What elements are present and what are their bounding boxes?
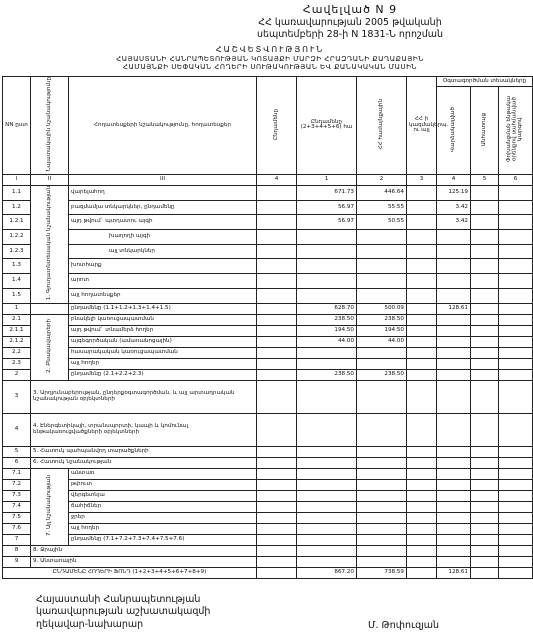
- table-row: 1.3 խոտհարք: [3, 259, 533, 274]
- table-row: 1.5 այլ հողատեսքեր: [3, 288, 533, 303]
- header-col5: Անհատույց: [471, 87, 499, 175]
- table-row: 1.2 բազմամյա տնկարկներ, ընդամենը 56.97 55.55 3.42: [3, 200, 533, 215]
- header-col-a: Ընդամենը: [257, 77, 297, 175]
- table-row: 7.6 այլ հողեր: [3, 523, 533, 534]
- header-no: NN ըստ: [3, 77, 31, 175]
- index-cell: I: [3, 174, 31, 185]
- document-title: ՀԱՇՎԵՏՎՈՒԹՅՈՒՆ: [215, 45, 325, 54]
- header-land-types: Հողատեսքերի նշանակությունը, հողատեսքեր: [69, 77, 257, 175]
- grand-total-row: ԸՆԴԱՄԵՆԸ ՀՈՂԵՐԻ ՖՈՆԴ (1+2+3+4+5+6+7+8+9) 867.20 738.59 128.61: [3, 567, 533, 578]
- signatory-line-3: ղեկավար-նախարար: [36, 618, 144, 630]
- document-subtitle-1: ՀԱՅԱՍՏԱՆԻ ՀԱՆՐԱՊԵՏՈՒԹՅԱՆ ԿՈՏԱՅՔԻ ՄԱՐԶԻ ՀՐԱԶԴԱՆԻ ՔԱՂԱՔԱՅԻՆ: [116, 55, 424, 63]
- table-row: 3 3. Արդյունաբերության, ընդերքօգտագործման, և այլ արտադրական նշանակության օբյեկտների: [3, 380, 533, 413]
- index-cell: 1: [297, 174, 357, 185]
- header-total: Ընդամենը (2+3+4+5+6) հա: [297, 77, 357, 175]
- index-cell: 4: [257, 174, 297, 185]
- table-row: 2.1 2. Բնակավայրերի բնակելի կառուցապատման 238.50 238.50: [3, 314, 533, 325]
- table-row: 8 8. Ջրային: [3, 545, 533, 556]
- index-cell: 5: [471, 174, 499, 185]
- table-row: 7.3 վերգետնյա: [3, 490, 533, 501]
- header-col4: Վարձակալված: [437, 87, 471, 175]
- table-row: 1.4 արոտ: [3, 274, 533, 289]
- table-row: 1.2.3 այլ տնկարկներ: [3, 244, 533, 259]
- land-report-table: [2, 76, 533, 579]
- document-subtitle-2: ՀԱՄԱՅՆՔԻ ՍԵՓԱԿԱՆ ՀՈՂԵՐԻ ՍՈՒԹԱԿՈՒԹՅԱՆ ԵՎ ՔԱՆԱԿԱԿԱՆ ՄԱՍԻՆ: [122, 63, 418, 71]
- table-row: 2.1.2 այգեգործական (ամառանոցային) 44.00 44.00: [3, 336, 533, 347]
- subtotal-row: 7 ընդամենը (7.1+7.2+7.3+7.4+7.5+7.6): [3, 534, 533, 545]
- header-usage-group: Օգտագործման տեսակները: [437, 77, 533, 87]
- signatory-title: [36, 594, 210, 631]
- header-col2: ՀՀ համայնքային: [357, 77, 407, 175]
- table-row: 7.4 ճահիճներ: [3, 501, 533, 512]
- table-row: 7.1 7. Այլ նշանակության անտառ: [3, 468, 533, 479]
- index-cell: 4: [437, 174, 471, 185]
- table-row: 1.2.1 այդ թվում` պտղատու այգի 56.97 50.55 3.42: [3, 215, 533, 230]
- subtotal-row: 1 ընդամենը (1.1+1.2+1.3+1.4+1.5) 628.70 500.09 128.61: [3, 303, 533, 314]
- index-cell: 6: [499, 174, 533, 185]
- table-row: 9 9. Անտառային: [3, 556, 533, 567]
- header-col3: ՀՀ ի կազմակերպ. ու այլ: [407, 77, 437, 175]
- index-row: [3, 174, 533, 185]
- index-cell: III: [69, 174, 257, 185]
- table-row: 2.2 հասարակական կառուցապատման: [3, 347, 533, 358]
- signatory-line-2: կառավարության աշխատակազմի: [36, 606, 211, 618]
- group-label-other: 7. Այլ նշանակության: [31, 468, 69, 545]
- signatory-line-1: Հայաստանի Հանրապետության: [36, 594, 201, 605]
- table-row: 1.1 1. Գյուղատնտեսական նշանակության վարելահող 671.73 446.64 125.19: [3, 185, 533, 200]
- table-row: 2.1.1 այդ թվում` տնամերձ հողեր 194.50 194.50: [3, 325, 533, 336]
- header-col6: Փոխանցման ենթակա օրենքով սահմանված կարգով: [499, 87, 533, 175]
- subtotal-row: 2 ընդամենը (2.1+2.2+2.3) 238.50 238.50: [3, 369, 533, 380]
- table-row: 1.2.2 խաղողի այգի: [3, 229, 533, 244]
- group-label-settle: 2. Բնակավայրերի: [31, 314, 69, 380]
- index-cell: 3: [407, 174, 437, 185]
- group-label-agri: 1. Գյուղատնտեսական նշանակության: [31, 185, 69, 303]
- appendix-label: Հավելված N 9: [302, 3, 398, 16]
- header-category: Նպատակային նշանակությունը: [31, 77, 69, 175]
- index-cell: II: [31, 174, 69, 185]
- table-row: 6 6. Հատուկ նշանակության: [3, 457, 533, 468]
- index-cell: 2: [357, 174, 407, 185]
- table-row: 7.2 թփուտ: [3, 479, 533, 490]
- reference-line-2: սեպտեմբերի 28-ի N 1831-Ն որոշման: [256, 29, 444, 40]
- table-row: 2.3 այլ հողեր: [3, 358, 533, 369]
- reference-line-1: ՀՀ կառավարության 2005 թվականի: [258, 17, 442, 28]
- table-row: 4 4. Էներգետիկայի, տրանսպորտի, կապի և կոմունալ ենթակառուցվածքների օբյեկտների: [3, 413, 533, 446]
- table-row: 5 5. Հատուկ պահպանվող տարածքների: [3, 446, 533, 457]
- table-row: 7.5 ջրեր: [3, 512, 533, 523]
- signatory-name: Մ. Թոփուզյան: [368, 620, 440, 631]
